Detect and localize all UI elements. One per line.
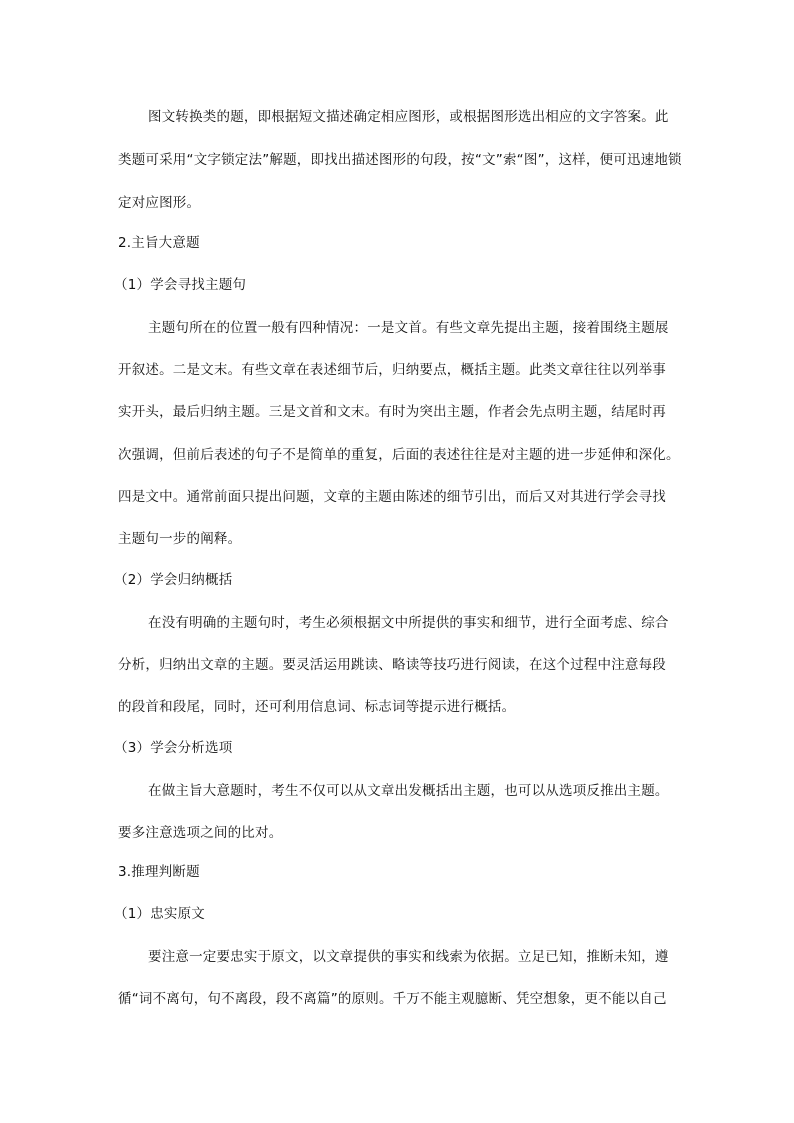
body-text-line: 的段首和段尾，同时，还可利用信息词、标志词等提示进行概括。 xyxy=(118,699,516,715)
subsection-heading: （1）学会寻找主题句 xyxy=(114,277,247,293)
section-heading: 2.主旨大意题 xyxy=(118,235,200,251)
body-text-line: 开叙述。二是文末。有些文章在表述细节后，归纳要点，概括主题。此类文章往往以列举事 xyxy=(118,362,666,378)
body-text-line: 次强调，但前后表述的句子不是简单的重复，后面的表述往往是对主题的进一步延伸和深化。 xyxy=(118,447,680,463)
body-text-line: 四是文中。通常前面只提出问题，文章的主题由陈述的细节引出，而后又对其进行学会寻找 xyxy=(118,489,666,505)
body-text-line: 要多注意选项之间的比对。 xyxy=(118,825,283,841)
body-text-line: 图文转换类的题，即根据短文描述确定相应图形，或根据图形选出相应的文字答案。此 xyxy=(148,109,669,125)
body-text-line: 定对应图形。 xyxy=(118,195,201,211)
body-text-line: 主题句所在的位置一般有四种情况：一是文首。有些文章先提出主题，接着围绕主题展 xyxy=(148,320,669,336)
body-text-line: 要注意一定要忠实于原文，以文章提供的事实和线索为依据。立足已知，推断未知，遵 xyxy=(148,949,669,965)
body-text-line: 在做主旨大意题时，考生不仅可以从文章出发概括出主题，也可以从选项反推出主题。 xyxy=(148,783,669,799)
body-text-line: 类题可采用“文字锁定法”解题，即找出描述图形的句段，按“文”索“图”，这样，便可迅速地锁 xyxy=(118,152,682,168)
section-heading: 3.推理判断题 xyxy=(118,864,200,880)
body-text-line: 循“词不离句，句不离段，段不离篇”的原则。千万不能主观臆断、凭空想象，更不能以自己 xyxy=(118,991,667,1007)
body-text-line: 在没有明确的主题句时，考生必须根据文中所提供的事实和细节，进行全面考虑、综合 xyxy=(148,615,669,631)
body-text-line: 分析，归纳出文章的主题。要灵活运用跳读、略读等技巧进行阅读，在这个过程中注意每段 xyxy=(118,657,666,673)
body-text-line: 主题句一步的阐释。 xyxy=(118,531,242,547)
body-text-line: 实开头，最后归纳主题。三是文首和文末。有时为突出主题，作者会先点明主题，结尾时再 xyxy=(118,404,666,420)
subsection-heading: （3）学会分析选项 xyxy=(114,740,233,756)
subsection-heading: （2）学会归纳概括 xyxy=(114,572,233,588)
subsection-heading: （1）忠实原文 xyxy=(114,906,205,922)
